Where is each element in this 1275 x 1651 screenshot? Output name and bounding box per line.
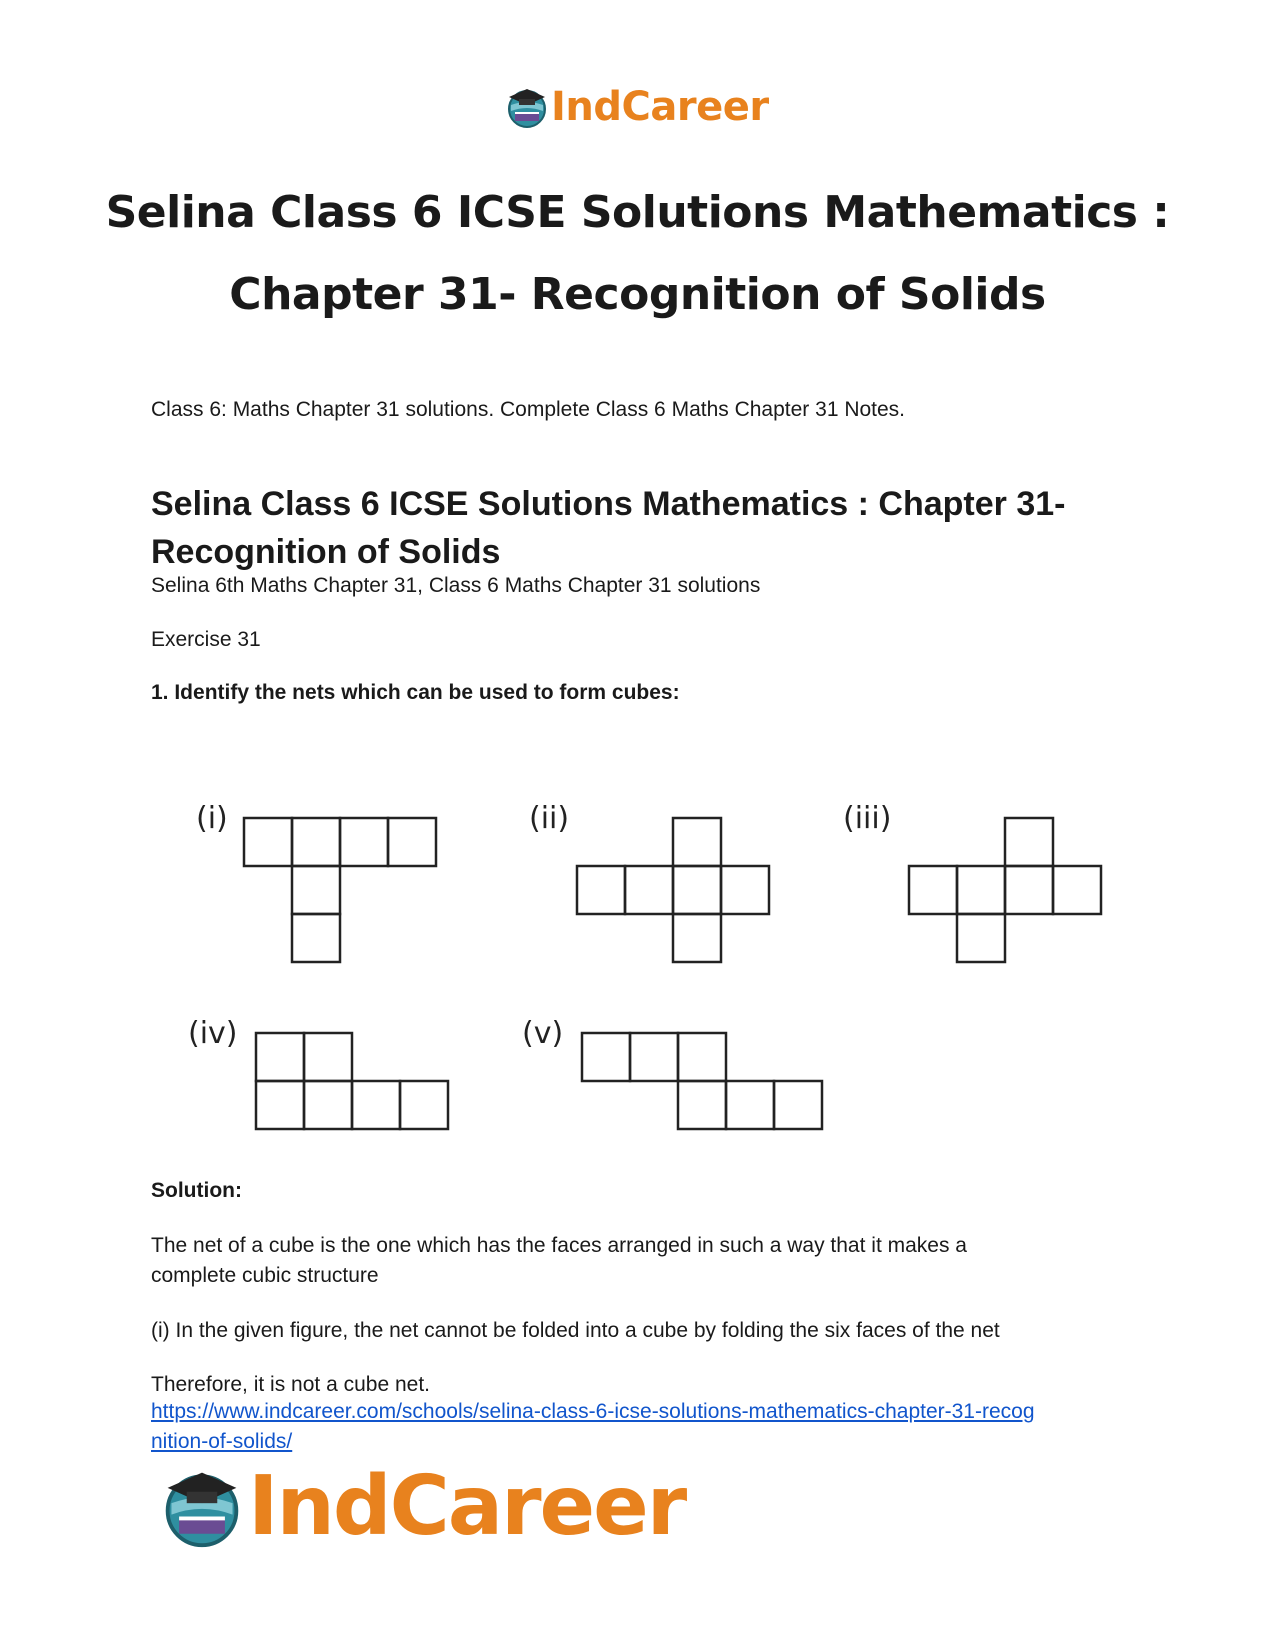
net-square [292, 914, 340, 962]
solution-paragraph-1-line-1: The net of a cube is the one which has the faces arranged in such a way that it makes a [151, 1234, 967, 1257]
net-square [256, 1081, 304, 1129]
net-square [909, 866, 957, 914]
net-square [256, 1033, 304, 1081]
figure-label-i: (i) [196, 801, 228, 836]
net-square [292, 866, 340, 914]
net-v [582, 1033, 822, 1129]
net-square [721, 866, 769, 914]
figure-label-v: (v) [522, 1016, 564, 1051]
net-square [1005, 818, 1053, 866]
subtitle-text: Selina 6th Maths Chapter 31, Class 6 Maths Chapter 31 solutions [151, 574, 761, 597]
net-square [625, 866, 673, 914]
solution-heading: Solution: [151, 1179, 242, 1202]
net-square [678, 1081, 726, 1129]
net-square [577, 866, 625, 914]
net-square [304, 1081, 352, 1129]
question-text: 1. Identify the nets which can be used to form cubes: [151, 681, 680, 704]
net-square [957, 914, 1005, 962]
section-heading: Selina Class 6 ICSE Solutions Mathematics : Chapter 31- Recognition of Solids [151, 485, 1066, 571]
net-square [673, 914, 721, 962]
net-square [292, 818, 340, 866]
net-square [388, 818, 436, 866]
figure-label-iv: (iv) [188, 1016, 238, 1051]
solution-paragraph-2: (i) In the given figure, the net cannot be folded into a cube by folding the six faces of the net [151, 1319, 1000, 1342]
net-square [673, 818, 721, 866]
net-square [774, 1081, 822, 1129]
net-iii [909, 818, 1101, 962]
net-square [673, 866, 721, 914]
net-square [304, 1033, 352, 1081]
net-iv [256, 1033, 448, 1129]
net-square [400, 1081, 448, 1129]
intro-text: Class 6: Maths Chapter 31 solutions. Complete Class 6 Maths Chapter 31 Notes. [151, 398, 906, 421]
net-square [726, 1081, 774, 1129]
net-i [244, 818, 436, 962]
page-title-line-2: Chapter 31- Recognition of Solids [229, 269, 1046, 320]
net-square [1053, 866, 1101, 914]
source-link-line-1[interactable]: https://www.indcareer.com/schools/selina-class-6-icse-solutions-mathematics-chapter-31-recog [151, 1400, 1035, 1423]
solution-paragraph-1-line-2: complete cubic structure [151, 1264, 379, 1287]
net-square [582, 1033, 630, 1081]
figure-label-iii: (iii) [843, 801, 892, 836]
net-square [678, 1033, 726, 1081]
logo-text: IndCareer [551, 84, 769, 130]
page-title-line-1: Selina Class 6 ICSE Solutions Mathematics : [105, 187, 1170, 238]
net-square [957, 866, 1005, 914]
figure-label-ii: (ii) [529, 801, 570, 836]
graduation-globe-icon [160, 1465, 244, 1549]
solution-paragraph-1 [151, 1231, 967, 1291]
solution-paragraph-3: Therefore, it is not a cube net. [151, 1373, 430, 1396]
net-square [340, 818, 388, 866]
net-square [630, 1033, 678, 1081]
exercise-label: Exercise 31 [151, 628, 261, 651]
net-square [352, 1081, 400, 1129]
logo-bottom [160, 1459, 686, 1554]
logo-text: IndCareer [248, 1459, 686, 1554]
net-square [1005, 866, 1053, 914]
net-square [244, 818, 292, 866]
source-link[interactable] [151, 1397, 1035, 1457]
net-ii [577, 818, 769, 962]
source-link-line-2[interactable]: nition-of-solids/ [151, 1430, 293, 1453]
